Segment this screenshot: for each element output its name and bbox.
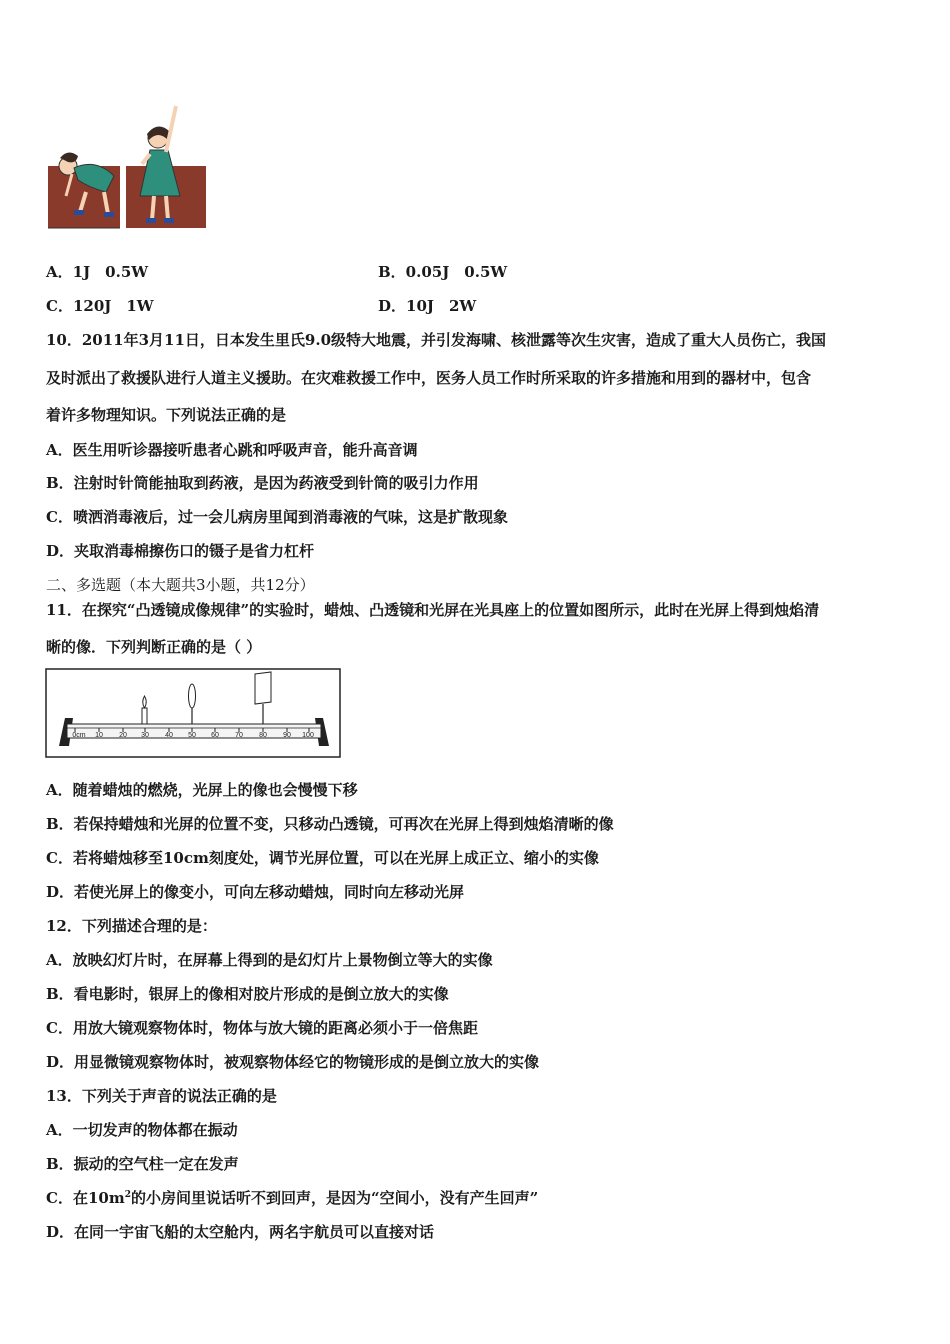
q11-stem-line-2: 晰的像．下列判断正确的是（ ） (46, 638, 262, 656)
q12-option-a: A．放映幻灯片时，在屏幕上得到的是幻灯片上景物倒立等大的实像 (46, 951, 493, 969)
tick-label: 60 (211, 732, 219, 739)
q11-option-b: B．若保持蜡烛和光屏的位置不变，只移动凸透镜，可再次在光屏上得到烛焰清晰的像 (46, 815, 614, 833)
q9-option-b: B．0.05J 0.5W (378, 263, 508, 281)
q12-stem: 12．下列描述合理的是： (46, 917, 217, 935)
q10-option-d: D．夹取消毒棉擦伤口的镊子是省力杠杆 (46, 542, 315, 560)
tick-label: 90 (283, 732, 291, 739)
q11-option-c: C．若将蜡烛移至10cm刻度处，调节光屏位置，可以在光屏上成正立、缩小的实像 (46, 849, 599, 867)
tick-label: 10 (95, 732, 103, 739)
q10-option-c: C．喷洒消毒液后，过一会儿病房里闻到消毒液的气味，这是扩散现象 (46, 508, 508, 526)
q11-option-d: D．若使光屏上的像变小，可向左移动蜡烛，同时向左移动光屏 (46, 883, 465, 901)
q13-option-c (46, 1188, 538, 1208)
tick-label: 100 (302, 732, 314, 739)
tick-label: 0cm (72, 732, 86, 739)
tick-label: 40 (165, 732, 173, 739)
q13-option-a: A．一切发声的物体都在振动 (46, 1121, 238, 1139)
q12-option-d: D．用显微镜观察物体时，被观察物体经它的物镜形成的是倒立放大的实像 (46, 1053, 540, 1071)
q10-option-b: B．注射时针筒能抽取到药液，是因为药液受到针筒的吸引力作用 (46, 474, 479, 492)
tick-label: 80 (259, 732, 267, 739)
tick-label: 70 (235, 732, 243, 739)
q9-option-d: D．10J 2W (378, 297, 477, 315)
q13-option-b: B．振动的空气柱一定在发声 (46, 1155, 239, 1173)
q13-option-c-post: 的小房间里说话听不到回声，是因为“空间小，没有产生回声” (130, 1189, 539, 1207)
q10-stem-line-2: 及时派出了救援队进行人道主义援助。在灾难救援工作中，医务人员工作时所采取的许多措施和用到的器材中，包含 (46, 369, 812, 387)
tick-label: 50 (188, 732, 196, 739)
tick-label: 20 (119, 732, 127, 739)
optical-bench-figure (45, 668, 341, 758)
q9-option-a: A．1J 0.5W (46, 263, 149, 281)
q13-option-c-pre: C．在10m (46, 1189, 125, 1207)
q13-stem: 13．下列关于声音的说法正确的是 (46, 1087, 277, 1105)
q10-option-a: A．医生用听诊器接听患者心跳和呼吸声音，能升高音调 (46, 441, 418, 459)
q13-option-c-sup: 2 (124, 1190, 131, 1200)
q11-option-a: A．随着蜡烛的燃烧，光屏上的像也会慢慢下移 (46, 781, 358, 799)
q12-option-b: B．看电影时，银屏上的像相对胶片形成的是倒立放大的实像 (46, 985, 449, 1003)
q12-option-c: C．用放大镜观察物体时，物体与放大镜的距离必须小于一倍焦距 (46, 1019, 478, 1037)
girls-figure (46, 96, 208, 230)
q10-stem-line-1: 10．2011年3月11日，日本发生里氏9.0级特大地震，并引发海啸、核泄露等次生灾害，造成了重大人员伤亡，我国 (46, 331, 827, 349)
q11-stem-line-1: 11．在探究“凸透镜成像规律”的实验时，蜡烛、凸透镜和光屏在光具座上的位置如图所示，此时在光屏上得到烛焰清 (46, 601, 820, 619)
section-title: 二、多选题（本大题共3小题，共12分） (46, 576, 315, 594)
q9-option-c: C．120J 1W (46, 297, 154, 315)
q10-stem-line-3: 着许多物理知识。下列说法正确的是 (46, 406, 287, 424)
tick-label: 30 (141, 732, 149, 739)
q13-option-d: D．在同一宇宙飞船的太空舱内，两名宇航员可以直接对话 (46, 1223, 435, 1241)
